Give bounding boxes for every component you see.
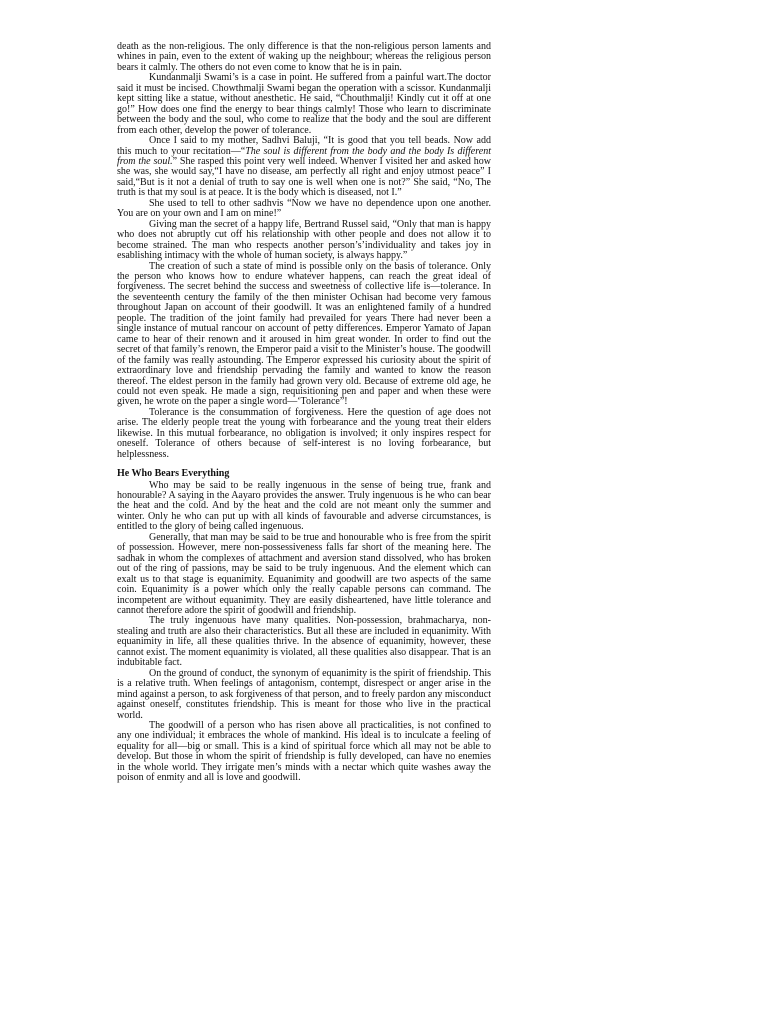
paragraph: The goodwill of a person who has risen above all practicalities, is not confined to any one individual; it embraces the whole of mankind. His ideal is to inculcate a feeling of equality for all—big or small. This is a kind of spiritual force which all may not be able to develop. But those in whom the spirit of friendship is fully developed, can have no enemies in the whole world. They irrigate men’s minds with a nectar which quite washes away the poison of enmity and all is love and goodwill. — [117, 720, 491, 784]
paragraph: death as the non-religious. The only difference is that the non-religious person laments and whines in pain, even to the extent of waking up the neighbour; whereas the religious person bears it calmly. The others do not even come to know that he is in pain. — [117, 41, 491, 73]
section-heading: He Who Bears Everything — [117, 468, 230, 480]
paragraph: Generally, that man may be said to be true and honourable who is free from the spirit of possession. However, mere non-possessiveness falls far short of the meaning here. The sadhak in whom the complexes of attachment and aversion stand dissolved, who has broken out of the ring of passions, may be said to be truly ingenuous. And the element which can exalt us to that stage is equanimity. Equanimity and goodwill are two aspects of the same coin. Equanimity is a power which only the really capable persons can command. The incompetent are without equanimity. They are easily disheartened, have little tolerance and cannot therefore adore the spirit of goodwill and friendship. — [117, 531, 491, 617]
paragraph-text: ” She rasped this point very well indeed. Whenver I visited her and asked how she was, she would say,“I have no disease, am perfectly all right and enjoy utmost peace” I said,“But is it not a denial of truth to say one is well when one is not?” She said, “No, The truth is that my soul is at peace. It is the body which is diseased, not I.” — [117, 155, 491, 199]
paragraph: Tolerance is the consummation of forgiveness. Here the question of age does not arise. The elderly people treat the young with forbearance and the young treat their elders likewise. In this mutual forbearance, no obligation is involved; it only inspires respect for oneself. Tolerance of others because of self-interest is no loving forbearance, but helplessness. — [117, 406, 491, 460]
document-page — [117, 42, 491, 784]
paragraph — [117, 136, 491, 199]
paragraph: Who may be said to be really ingenuous in the sense of being true, frank and honourable? A saying in the Aayaro provides the answer. Truly ingenuous is he who can bear the heat and the cold. And by the heat and the cold are not meant only the summer and winter. Only he who can put up with all kinds of favourable and adverse circumstances, is entitled to the glory of being called ingenuous. — [117, 479, 491, 533]
paragraph-text: Once I said to my mother, Sadhvi Baluji, “It is good that you tell beads. Now add this much to your recitation—“ — [117, 135, 491, 157]
paragraph: The truly ingenuous have many qualities. Non-possession, brahmacharya, non-stealing and truth are also their characteristics. But all these are included in equanimity. With equanimity in life, all these qualities thrive. In the absence of equanimity, however, these cannot exist. The moment equanimity is violated, all these qualities also disappear. That is an indubitable fact. — [117, 615, 491, 669]
paragraph: Giving man the secret of a happy life, Bertrand Russel said, “Only that man is happy who does not abruptly cut off his relationship with other people and does not allow it to become strained. The man who respects another person’s’individuality and takes joy in esablishing intimacy with the whole of human society, is always happy.” — [117, 218, 491, 262]
paragraph: Kundanmalji Swami’s is a case in point. He suffered from a painful wart.The doctor said it must be incised. Chowthmalji Swami began the operation with a scissor. Kundanmalji kept sitting like a statue, without anesthetic. He said, “Chouthmalji! Kindly cut it off at one go!” How does one find the energy to bear things calmly! Those who learn to discriminate between the body and the soul, who come to realize that the body and the soul are different from each other, develop the power of tolerance. — [117, 72, 491, 136]
paragraph: She used to tell to other sadhvis “Now we have no dependence upon one another. You are on your own and I am on mine!” — [117, 197, 491, 220]
paragraph: On the ground of conduct, the synonym of equanimity is the spirit of friendship. This is a relative truth. When feelings of antagonism, contempt, disrespect or anger arise in the mind against a person, to ask forgiveness of that person, and to freely pardon any misconduct against oneself, constitutes friendship. This is meant for those who live in the practical world. — [117, 667, 491, 721]
paragraph: The creation of such a state of mind is possible only on the basis of tolerance. Only the person who knows how to endure whatever happens, can reach the great ideal of forgiveness. The secret behind the success and sweetness of collective life is—tolerance. In the seventeenth century the family of the then minister Ochisan had become very famous throughout Japan on account of their goodwill. It was an enlightened family of a hundred people. The tradition of the joint family had prevailed for years There had never been a single instance of mutual rancour on account of petty differences. Emperor Yamato of Japan came to hear of their renown and it aroused in him great wonder. In order to find out the secret of that family’s renown, the Emperor paid a visit to the Minister’s house. The goodwill of the family was really astounding. The Emperor expressed his curiosity about the spirit of extraordinary love and friendship pervading the family and wanted to know the reason thereof. The eldest person in the family had grown very old. Because of extreme old age, he could not even speak. He made a sign, requisitioning pen and paper and when these were given, he wrote on the paper a single word—‘Tolerance”! — [117, 260, 491, 408]
paragraph-italic-quote: The soul is different from the body and the body Is different from the soul. — [117, 145, 491, 167]
